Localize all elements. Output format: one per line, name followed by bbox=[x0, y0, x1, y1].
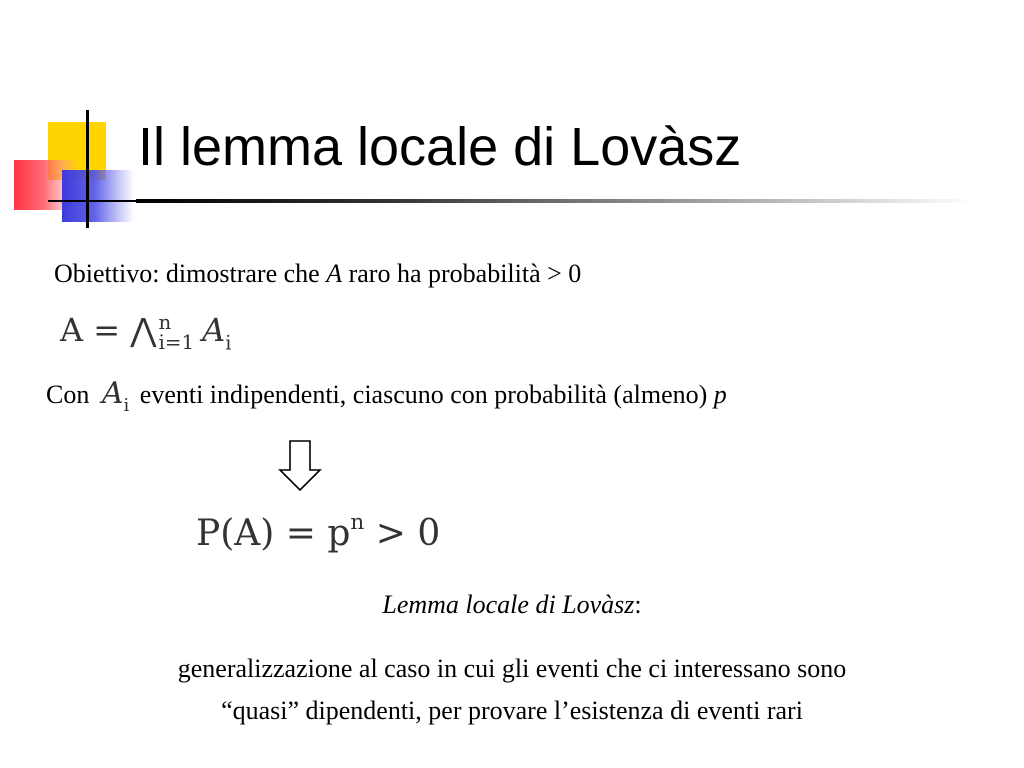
formula-variable-subscript: i bbox=[225, 331, 232, 355]
result-lhs: P(A) = p bbox=[196, 513, 351, 555]
logo-blue-square bbox=[62, 170, 134, 222]
objective-prefix: Obiettivo: dimostrare che bbox=[54, 259, 327, 288]
formula-lhs: A = ⋀ bbox=[60, 311, 157, 349]
formula-bounds bbox=[158, 310, 195, 354]
lemma-description bbox=[40, 648, 984, 732]
logo-horizontal-line bbox=[48, 200, 138, 202]
lemma-line-1: generalizzazione al caso in cui gli eventi che ci interessano sono bbox=[177, 654, 847, 683]
formula-lower-bound: i=1 bbox=[158, 330, 195, 354]
result-exponent: n bbox=[350, 510, 365, 535]
conjunction-formula bbox=[60, 306, 231, 368]
independence-text bbox=[46, 378, 727, 422]
title-underline bbox=[136, 199, 976, 203]
result-rhs: > 0 bbox=[364, 513, 441, 555]
lemma-heading-colon: : bbox=[634, 590, 642, 619]
con-suffix: eventi indipendenti, ciascuno con probabilità (almeno) bbox=[133, 380, 714, 409]
con-probability: p bbox=[713, 380, 727, 409]
lemma-heading-text: Lemma locale di Lovàsz bbox=[382, 590, 635, 619]
con-prefix: Con bbox=[46, 380, 90, 409]
formula-upper-bound: n bbox=[158, 310, 172, 334]
con-variable-letter: A bbox=[101, 376, 124, 411]
logo-vertical-line bbox=[86, 110, 89, 228]
formula-variable: A bbox=[202, 311, 226, 349]
objective-text bbox=[54, 258, 581, 290]
lemma-heading bbox=[40, 586, 984, 624]
down-arrow-icon bbox=[278, 440, 322, 492]
lemma-line-2: “quasi” dipendenti, per provare l’esistenza di eventi rari bbox=[221, 696, 803, 725]
colored-squares-logo bbox=[0, 100, 150, 230]
objective-variable: A bbox=[326, 259, 343, 288]
slide-title: Il lemma locale di Lovàsz bbox=[138, 117, 742, 177]
con-variable-subscript: i bbox=[123, 395, 130, 417]
con-variable bbox=[101, 376, 130, 417]
objective-suffix: raro ha probabilità > 0 bbox=[342, 259, 582, 288]
probability-result-formula bbox=[196, 496, 440, 561]
